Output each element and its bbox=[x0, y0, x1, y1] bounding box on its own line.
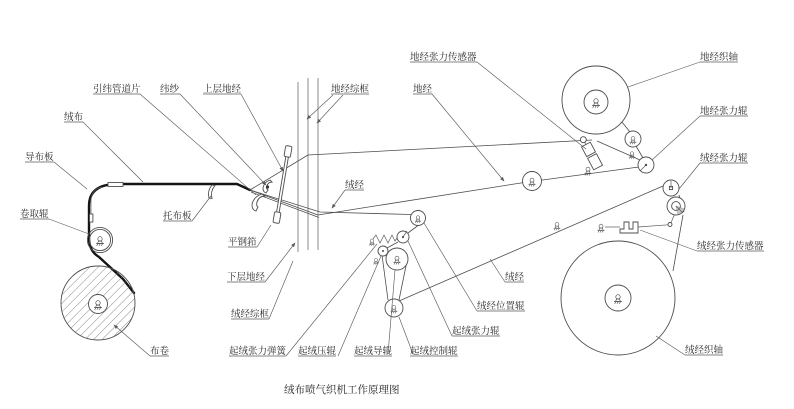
leader-pile-warp-beam bbox=[656, 336, 685, 355]
pile-warp-diagonal-mount bbox=[554, 222, 561, 230]
ground-warp-tension-roller bbox=[638, 157, 654, 173]
leader-pile-warp-right bbox=[490, 259, 505, 282]
leader-weft-channel-plate bbox=[140, 94, 256, 195]
takeup-roller bbox=[87, 227, 112, 252]
lower-ground-warp-back-line bbox=[318, 167, 639, 215]
label-pile-warp-tension-sensor: 绒经张力传感器 bbox=[697, 241, 764, 252]
pile-tension-roller bbox=[397, 231, 409, 243]
backrest-roller bbox=[523, 172, 542, 191]
pile-warp-front-line bbox=[250, 190, 411, 215]
pile-control-roller bbox=[385, 299, 403, 317]
pile-tension-spring bbox=[369, 235, 397, 246]
leader-pile-warp-mid bbox=[332, 190, 345, 208]
pile-warp-diagonal-line bbox=[399, 186, 663, 301]
cloth-support-plate-shape bbox=[208, 185, 215, 199]
leader-upper-ground-warp bbox=[241, 94, 283, 171]
cloth-press-plate bbox=[108, 183, 123, 187]
label-weft-channel-plate: 引纬管道片 bbox=[93, 84, 141, 95]
diagram-title: 绒布喷气织机工作原理图 bbox=[284, 384, 400, 396]
label-cloth-guide-plate: 导布板 bbox=[25, 152, 54, 163]
label-pile-warp-mid: 绒经 bbox=[345, 180, 365, 191]
ground-warp-tension-sensor bbox=[577, 135, 602, 176]
leader-takeup-roller bbox=[49, 219, 89, 234]
pile-warp-tension-dial bbox=[667, 197, 685, 215]
leader-lower-ground-warp bbox=[265, 243, 295, 282]
leader-pile-warp-tension-roller bbox=[679, 163, 700, 189]
label-ground-heald-frame: 地经综框 bbox=[331, 84, 370, 95]
leader-pile-press-roller bbox=[338, 256, 381, 356]
labels-layer bbox=[20, 51, 764, 396]
machine-components bbox=[61, 66, 685, 355]
upper-ground-warp-line bbox=[250, 155, 308, 190]
leader-ground-warp-tension-roller bbox=[652, 116, 700, 160]
label-pile-heald-frame: 绒经综框 bbox=[231, 309, 270, 320]
label-pile-warp-beam: 绒经织轴 bbox=[685, 345, 724, 356]
label-pile-guide-roller: 起绒导辊 bbox=[354, 346, 393, 357]
ground-warp-beam bbox=[562, 66, 630, 134]
leader-pile-warp-tension-sensor bbox=[640, 230, 697, 251]
cloth-guide-plate-foot bbox=[90, 214, 93, 222]
leader-cloth-roll bbox=[114, 325, 150, 356]
label-weft-yarn: 纬纱 bbox=[160, 84, 180, 95]
leader-flat-reed bbox=[257, 225, 271, 247]
leader-weft-yarn bbox=[180, 94, 266, 185]
label-pile-control-roller: 起绒控制辊 bbox=[410, 346, 458, 357]
cloth-roll bbox=[61, 266, 135, 340]
leader-pile-heald-frame bbox=[269, 261, 293, 319]
pile-warp-tension-sensor bbox=[597, 222, 668, 233]
label-pile-tension-spring: 起绒张力弹簧 bbox=[229, 346, 287, 357]
label-pile-fabric: 绒布 bbox=[64, 112, 84, 123]
leader-cloth-support-plate bbox=[192, 196, 211, 221]
ground-beam-guide-roller bbox=[625, 131, 641, 147]
callout-leaders bbox=[49, 62, 700, 356]
label-ground-warp-tension-roller: 地经张力辊 bbox=[700, 106, 748, 117]
leader-ground-heald-frame-1 bbox=[307, 95, 333, 119]
pile-sensor-link-dot bbox=[668, 223, 672, 227]
label-pile-press-roller: 起绒压辊 bbox=[298, 346, 337, 357]
label-flat-reed: 平钢筘 bbox=[228, 237, 257, 248]
label-pile-warp-position-roller: 绒经位置辊 bbox=[477, 301, 525, 312]
pile-guide-roller bbox=[386, 248, 408, 270]
leader-ground-warp-beam bbox=[628, 62, 700, 87]
leader-ground-heald-frame-2 bbox=[317, 95, 343, 123]
label-pile-warp-tension-roller: 绒经张力辊 bbox=[700, 153, 748, 164]
label-ground-warp: 地经 bbox=[413, 84, 433, 95]
pile-warp-tension-roller bbox=[663, 180, 679, 196]
label-cloth-roll: 布卷 bbox=[150, 346, 170, 357]
lower-ground-warp-line bbox=[250, 190, 319, 218]
weft-channel-plate-shape-1 bbox=[252, 194, 265, 211]
label-pile-warp-right: 绒经 bbox=[505, 272, 525, 283]
leader-pile-tension-spring bbox=[286, 244, 377, 356]
leader-pile-tension-roller bbox=[408, 241, 452, 336]
label-cloth-support-plate: 托布板 bbox=[163, 211, 192, 222]
label-lower-ground-warp: 下层地经 bbox=[227, 272, 266, 283]
weft-yarn-dot bbox=[266, 185, 269, 188]
label-pile-tension-roller: 起绒张力辊 bbox=[452, 326, 500, 337]
pile-warp-position-roller bbox=[411, 211, 426, 226]
label-ground-warp-beam: 地经织轴 bbox=[700, 52, 739, 63]
pile-press-roller bbox=[373, 246, 388, 265]
pile-warp-beam bbox=[561, 241, 675, 355]
leader-ground-warp bbox=[432, 94, 504, 181]
label-takeup-roller: 卷取辊 bbox=[20, 209, 49, 220]
label-ground-warp-tension-sensor: 地经张力传感器 bbox=[410, 52, 477, 63]
leader-pile-fabric bbox=[83, 122, 143, 182]
leader-cloth-guide-plate bbox=[54, 162, 87, 189]
leader-pile-warp-position-roller bbox=[424, 223, 477, 311]
label-upper-ground-warp: 上层地经 bbox=[203, 84, 242, 95]
pile-sensor-link-line bbox=[671, 215, 675, 223]
leader-ground-warp-tension-sensor bbox=[477, 62, 586, 149]
